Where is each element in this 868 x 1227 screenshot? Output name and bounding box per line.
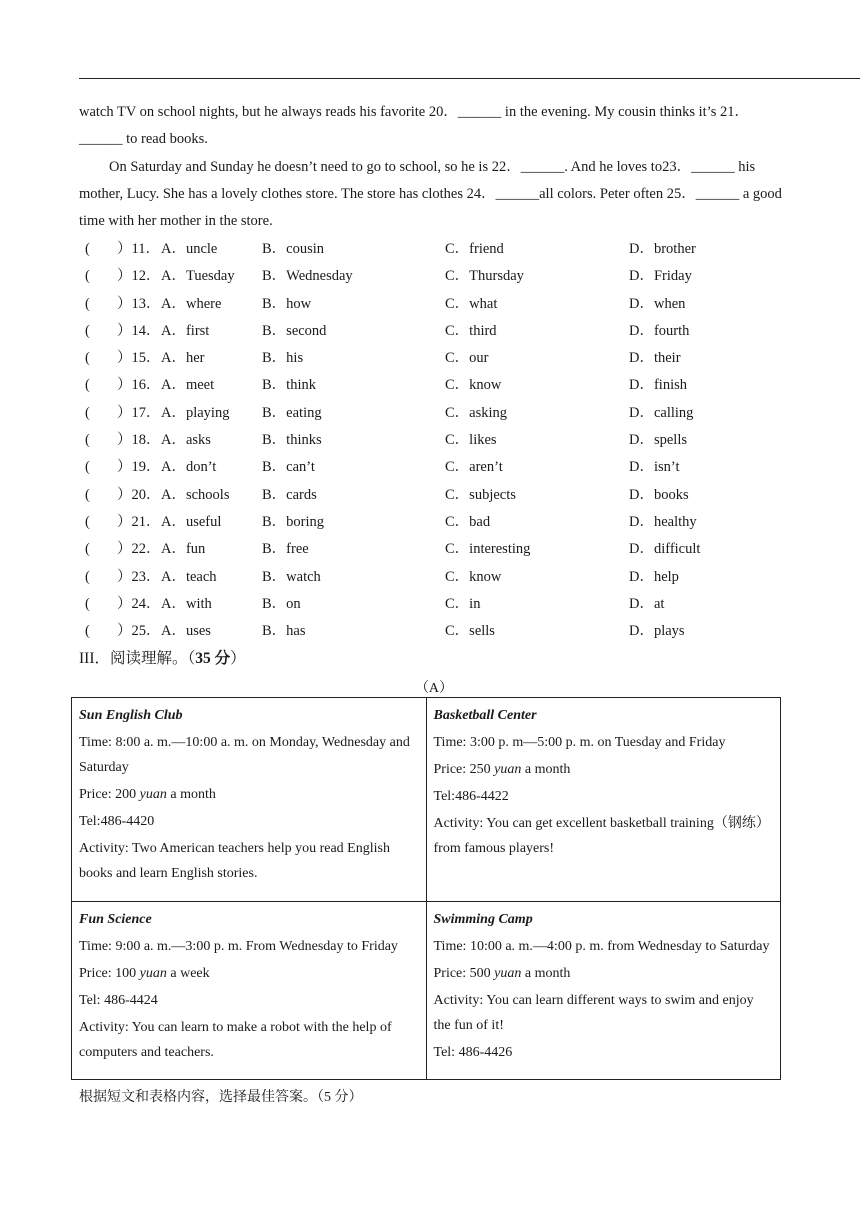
answer-blank: ( xyxy=(85,295,90,312)
option-a: A．useful xyxy=(161,513,222,530)
question-row xyxy=(79,454,799,481)
instruction-text: 根据短文和表格内容，选择最佳答案。（5 分） xyxy=(79,1090,363,1105)
option-c: C．third xyxy=(445,322,497,339)
option-c: C．likes xyxy=(445,432,497,449)
question-row xyxy=(79,564,799,591)
option-d: D．isn’t xyxy=(629,459,680,476)
cell-tel: Tel: 486-4426 xyxy=(433,1045,513,1061)
option-d: D．healthy xyxy=(629,513,697,530)
question-number: ）24． xyxy=(117,595,161,612)
activity-table xyxy=(71,697,781,1080)
option-c: C．in xyxy=(445,595,481,612)
answer-blank: ( xyxy=(85,459,90,476)
option-b: B．his xyxy=(262,350,304,367)
question-number: ）11． xyxy=(117,241,160,257)
cell-tel: Tel: 486-4424 xyxy=(79,993,158,1009)
question-row xyxy=(79,372,799,399)
table-row xyxy=(72,698,781,902)
option-d: D．calling xyxy=(629,404,694,421)
answer-blank: ( xyxy=(85,623,90,640)
option-b: B．cousin xyxy=(262,241,325,257)
question-number: ）18． xyxy=(117,432,161,449)
cell-time: Time: 9:00 a. m.—3:00 p. m. From Wednesday to Friday xyxy=(79,939,398,955)
option-c: C．our xyxy=(445,350,489,367)
option-c: C．bad xyxy=(445,513,491,530)
option-c: C．interesting xyxy=(445,541,531,558)
option-a: A．asks xyxy=(161,432,211,449)
cell-time: Time: 8:00 a. m.—10:00 a. m. on Monday, Wednesday and Saturday xyxy=(79,735,410,775)
option-a: A．where xyxy=(161,295,222,312)
option-b: B．second xyxy=(262,322,327,339)
option-a: A．schools xyxy=(161,486,230,503)
option-b: B．boring xyxy=(262,513,325,530)
option-d: D．when xyxy=(629,295,686,312)
swimming-camp-cell xyxy=(426,902,781,1080)
question-row xyxy=(79,509,799,536)
question-row xyxy=(79,345,799,372)
question-number: ）14． xyxy=(117,322,161,339)
option-b: B．can’t xyxy=(262,459,315,476)
option-c: C．know xyxy=(445,568,502,585)
cell-title: Fun Science xyxy=(79,912,152,928)
question-row xyxy=(79,236,799,263)
fun-science-cell xyxy=(72,902,427,1080)
question-number: ）20． xyxy=(117,486,161,503)
question-row xyxy=(79,427,799,454)
cell-tel: Tel:486-4422 xyxy=(433,789,509,804)
option-c: C．asking xyxy=(445,404,508,421)
header-rule xyxy=(79,78,860,79)
option-a: A．Tuesday xyxy=(161,268,235,285)
question-row xyxy=(79,318,799,345)
passage-paragraph-1: watch TV on school nights, but he always reads his favorite 20．______ in the evening. My cousin thinks it’s 21．______ to read books. xyxy=(79,104,750,147)
option-c: C．aren’t xyxy=(445,459,503,476)
option-d: D．their xyxy=(629,350,681,367)
cell-title: Basketball Center xyxy=(433,708,537,723)
answer-blank: ( xyxy=(85,404,90,421)
question-row xyxy=(79,291,799,318)
cell-activity: Activity: You can learn different ways to swim and enjoy the fun of it! xyxy=(433,993,754,1034)
question-number: ）15． xyxy=(117,350,161,367)
option-b: B．watch xyxy=(262,568,321,585)
passage-label: （A） xyxy=(414,681,454,696)
answer-blank: ( xyxy=(85,268,90,285)
answer-blank: ( xyxy=(85,595,90,612)
question-number: ）13． xyxy=(117,295,161,312)
basketball-center-cell xyxy=(426,698,781,902)
option-d: D．books xyxy=(629,486,689,503)
option-b: B．thinks xyxy=(262,432,322,449)
question-number: ）21． xyxy=(117,513,161,530)
option-d: D．finish xyxy=(629,377,687,394)
cell-time: Time: 10:00 a. m.—4:00 p. m. from Wednesday to Saturday xyxy=(433,939,770,955)
section-heading: III．阅读理解。（35 分） xyxy=(79,650,246,667)
option-d: D．at xyxy=(629,595,665,612)
question-row xyxy=(79,263,799,290)
option-b: B．eating xyxy=(262,404,322,421)
question-number: ）22． xyxy=(117,541,161,558)
question-row xyxy=(79,400,799,427)
cell-price: Price: 200 yuan a month xyxy=(79,787,216,802)
option-b: B．has xyxy=(262,623,306,640)
option-a: A．teach xyxy=(161,568,217,585)
option-c: C．friend xyxy=(445,241,504,257)
option-d: D．help xyxy=(629,568,679,585)
question-list xyxy=(79,236,799,645)
option-a: A．playing xyxy=(161,404,230,421)
question-row xyxy=(79,591,799,618)
option-b: B．free xyxy=(262,541,309,558)
answer-blank: ( xyxy=(85,350,90,367)
option-d: D．plays xyxy=(629,623,685,640)
cell-title: Swimming Camp xyxy=(433,912,533,928)
answer-blank: ( xyxy=(85,432,90,449)
cell-title: Sun English Club xyxy=(79,708,183,723)
option-d: D．brother xyxy=(629,241,696,257)
answer-blank: ( xyxy=(85,513,90,530)
cell-activity: Activity: You can learn to make a robot with the help of computers and teachers. xyxy=(79,1020,392,1061)
option-c: C．what xyxy=(445,295,498,312)
option-d: D．Friday xyxy=(629,268,692,285)
answer-blank: ( xyxy=(85,377,90,394)
option-a: A．with xyxy=(161,595,212,612)
cell-time: Time: 3:00 p. m—5:00 p. m. on Tuesday and Friday xyxy=(433,735,726,750)
option-a: A．don’t xyxy=(161,459,217,476)
option-d: D．difficult xyxy=(629,541,701,558)
option-b: B．cards xyxy=(262,486,317,503)
question-row xyxy=(79,618,799,645)
sun-english-club-cell xyxy=(72,698,427,902)
question-number: ）17． xyxy=(117,404,161,421)
question-number: ）19． xyxy=(117,459,161,476)
answer-blank: ( xyxy=(85,241,90,257)
cell-activity: Activity: Two American teachers help you read English books and learn English stories. xyxy=(79,841,390,881)
option-c: C．sells xyxy=(445,623,495,640)
option-d: D．spells xyxy=(629,432,687,449)
option-d: D．fourth xyxy=(629,322,690,339)
question-row xyxy=(79,482,799,509)
option-b: B．on xyxy=(262,595,301,612)
table-row xyxy=(72,902,781,1080)
option-a: A．meet xyxy=(161,377,215,394)
option-b: B．Wednesday xyxy=(262,268,353,285)
option-a: A．her xyxy=(161,350,205,367)
question-number: ）16． xyxy=(117,377,161,394)
option-c: C．subjects xyxy=(445,486,516,503)
question-row xyxy=(79,536,799,563)
question-number: ）12． xyxy=(117,268,161,285)
option-c: C．Thursday xyxy=(445,268,524,285)
option-a: A．uses xyxy=(161,623,211,640)
option-b: B．how xyxy=(262,295,312,312)
cell-activity: Activity: You can get excellent basketball training（钢练）from famous players! xyxy=(433,816,770,856)
option-a: A．uncle xyxy=(161,241,218,257)
option-c: C．know xyxy=(445,377,502,394)
cell-tel: Tel:486-4420 xyxy=(79,814,155,829)
option-a: A．fun xyxy=(161,541,206,558)
cell-price: Price: 500 yuan a month xyxy=(433,966,571,982)
cell-price: Price: 250 yuan a month xyxy=(433,762,571,777)
answer-blank: ( xyxy=(85,541,90,558)
passage-paragraph-2: On Saturday and Sunday he doesn’t need to go to school, so he is 22．______. And he loves to23．______ his mother, Lucy. She has a lovely clothes store. The store has clothes 24．______all colors. Peter often 25．______ a good time with her mother in the store. xyxy=(79,159,782,229)
option-b: B．think xyxy=(262,377,316,394)
question-number: ）25． xyxy=(117,623,161,640)
answer-blank: ( xyxy=(85,322,90,339)
answer-blank: ( xyxy=(85,486,90,503)
option-a: A．first xyxy=(161,322,210,339)
question-number: ）23． xyxy=(117,568,161,585)
cell-price: Price: 100 yuan a week xyxy=(79,966,210,982)
answer-blank: ( xyxy=(85,568,90,585)
